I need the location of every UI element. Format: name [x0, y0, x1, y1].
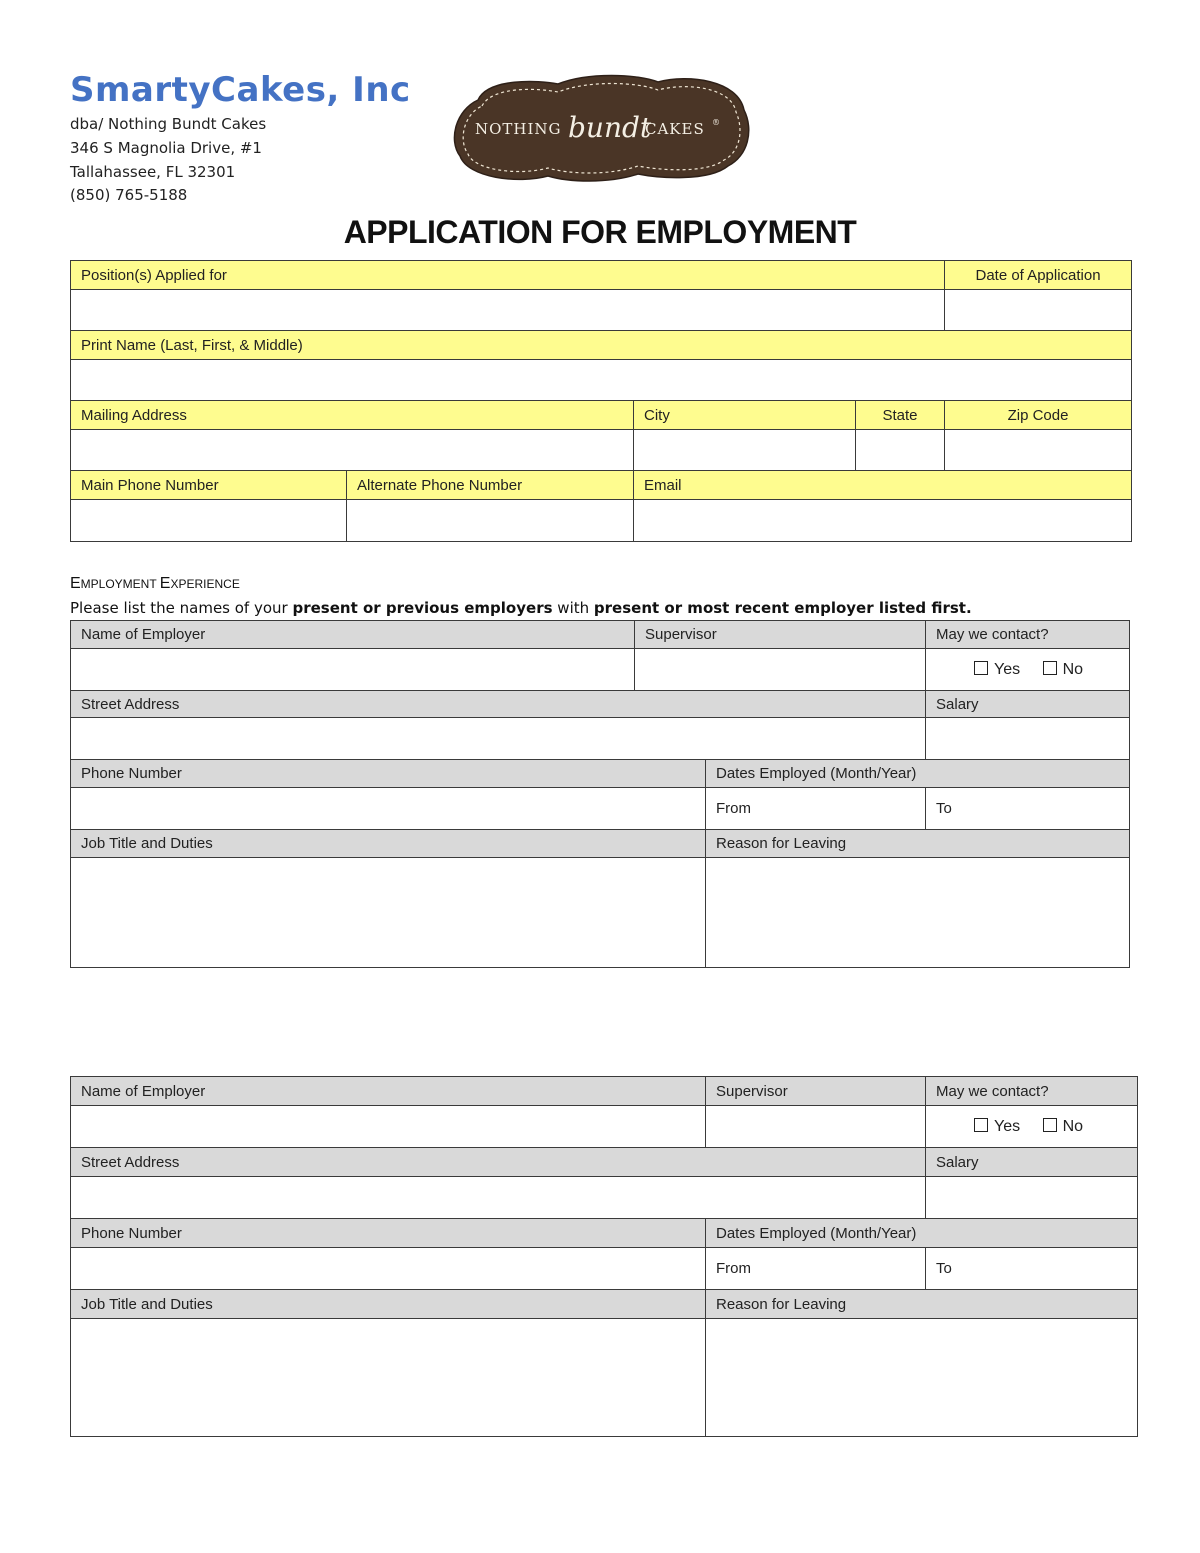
date-field[interactable]	[945, 290, 1132, 331]
reason-leaving-label: Reason for Leaving	[706, 830, 1130, 858]
street-address-field[interactable]	[71, 718, 926, 760]
contact-yes-checkbox[interactable]	[974, 661, 988, 675]
contact-no-label: No	[1062, 1117, 1084, 1135]
nothing-bundt-cakes-logo	[448, 70, 754, 186]
supervisor-field[interactable]	[706, 1106, 926, 1148]
date-label: Date of Application	[945, 261, 1132, 290]
address-line-street: 346 S Magnolia Drive, #1	[70, 139, 262, 157]
to-label: To	[936, 800, 952, 817]
address-line-phone: (850) 765-5188	[70, 186, 188, 204]
job-duties-field[interactable]	[71, 1319, 706, 1437]
to-field[interactable]	[926, 1248, 1138, 1290]
from-field[interactable]	[706, 1248, 926, 1290]
city-field[interactable]	[634, 430, 856, 471]
alt-phone-label: Alternate Phone Number	[347, 471, 634, 500]
mailing-address-label: Mailing Address	[71, 401, 634, 430]
from-label: From	[716, 800, 751, 817]
job-duties-label: Job Title and Duties	[71, 1290, 706, 1319]
contact-yes-label: Yes	[994, 1117, 1021, 1135]
may-contact-options	[926, 649, 1130, 691]
city-label: City	[634, 401, 856, 430]
employer-name-field[interactable]	[71, 1106, 706, 1148]
logo-word-bundt: bundt	[568, 111, 652, 144]
section-instructions: Please list the names of your present or previous employers with present or most recent employer listed first.	[70, 599, 972, 617]
dates-employed-label: Dates Employed (Month/Year)	[706, 1219, 1138, 1248]
to-label: To	[936, 1260, 952, 1277]
zip-label: Zip Code	[945, 401, 1132, 430]
main-phone-label: Main Phone Number	[71, 471, 347, 500]
address-line-city: Tallahassee, FL 32301	[70, 163, 236, 181]
street-address-label: Street Address	[71, 691, 926, 718]
main-phone-field[interactable]	[71, 500, 347, 542]
contact-no-checkbox[interactable]	[1043, 661, 1057, 675]
from-label: From	[716, 1260, 751, 1277]
from-field[interactable]	[706, 788, 926, 830]
contact-yes-checkbox[interactable]	[974, 1118, 988, 1132]
form-title: APPLICATION FOR EMPLOYMENT	[343, 214, 857, 250]
company-name: SmartyCakes, Inc	[70, 70, 411, 110]
reason-leaving-field[interactable]	[706, 1319, 1138, 1437]
may-contact-label: May we contact?	[926, 1077, 1138, 1106]
logo-registered: ®	[712, 118, 720, 127]
employer-name-label: Name of Employer	[71, 1077, 706, 1106]
dates-employed-label: Dates Employed (Month/Year)	[706, 760, 1130, 788]
phone-number-label: Phone Number	[71, 760, 706, 788]
contact-no-label: No	[1062, 660, 1084, 678]
position-label: Position(s) Applied for	[71, 261, 945, 290]
salary-field[interactable]	[926, 1177, 1138, 1219]
name-label: Print Name (Last, First, & Middle)	[71, 331, 1132, 360]
supervisor-label: Supervisor	[635, 621, 926, 649]
contact-no-checkbox[interactable]	[1043, 1118, 1057, 1132]
state-label: State	[856, 401, 945, 430]
street-address-field[interactable]	[71, 1177, 926, 1219]
phone-number-field[interactable]	[71, 1248, 706, 1290]
email-field[interactable]	[634, 500, 1132, 542]
reason-leaving-field[interactable]	[706, 858, 1130, 968]
email-label: Email	[634, 471, 1132, 500]
employer-table-1	[70, 620, 1130, 968]
phone-number-field[interactable]	[71, 788, 706, 830]
employer-name-label: Name of Employer	[71, 621, 635, 649]
job-duties-field[interactable]	[71, 858, 706, 968]
logo-word-cakes: CAKES	[645, 120, 705, 138]
mailing-address-field[interactable]	[71, 430, 634, 471]
logo-word-nothing: NOTHING	[475, 120, 562, 138]
supervisor-label: Supervisor	[706, 1077, 926, 1106]
job-duties-label: Job Title and Duties	[71, 830, 706, 858]
salary-label: Salary	[926, 691, 1130, 718]
to-field[interactable]	[926, 788, 1130, 830]
zip-field[interactable]	[945, 430, 1132, 471]
salary-field[interactable]	[926, 718, 1130, 760]
name-field[interactable]	[71, 360, 1132, 401]
employer-name-field[interactable]	[71, 649, 635, 691]
alt-phone-field[interactable]	[347, 500, 634, 542]
may-contact-options	[926, 1106, 1138, 1148]
reason-leaving-label: Reason for Leaving	[706, 1290, 1138, 1319]
contact-yes-label: Yes	[994, 660, 1021, 678]
supervisor-field[interactable]	[635, 649, 926, 691]
address-line-dba: dba/ Nothing Bundt Cakes	[70, 115, 267, 133]
applicant-info-table	[70, 260, 1132, 542]
phone-number-label: Phone Number	[71, 1219, 706, 1248]
section-heading-employment-experience: EMPLOYMENT EXPERIENCE	[70, 575, 240, 592]
state-field[interactable]	[856, 430, 945, 471]
employer-table-2	[70, 1076, 1138, 1437]
may-contact-label: May we contact?	[926, 621, 1130, 649]
salary-label: Salary	[926, 1148, 1138, 1177]
position-field[interactable]	[71, 290, 945, 331]
street-address-label: Street Address	[71, 1148, 926, 1177]
